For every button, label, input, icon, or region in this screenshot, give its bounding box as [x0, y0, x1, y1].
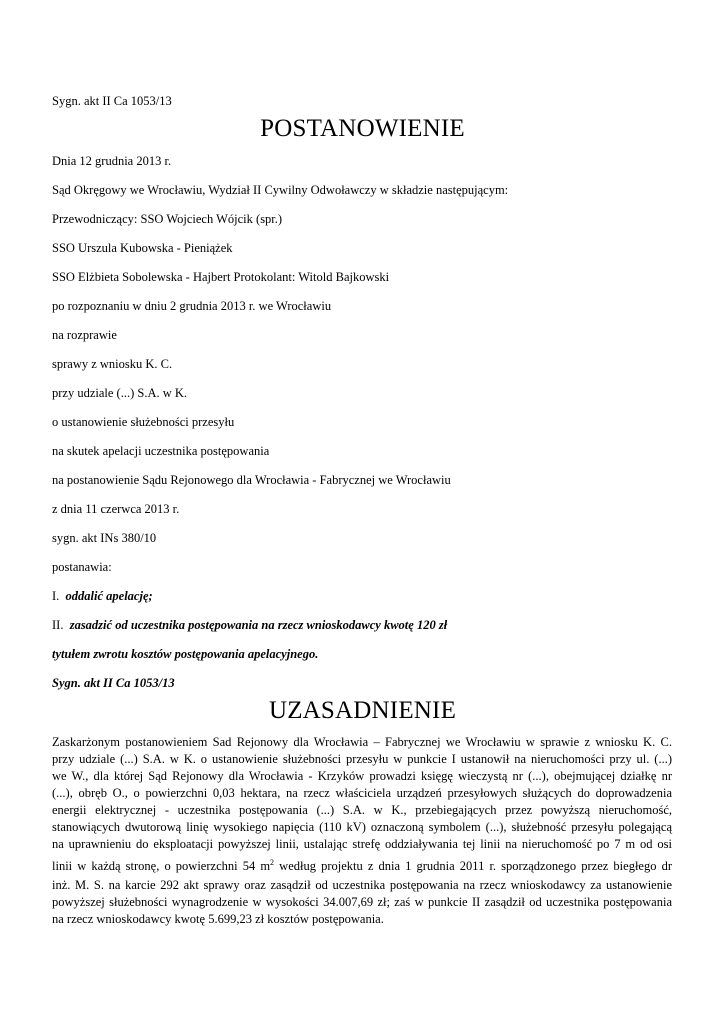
case-signature-bold: Sygn. akt II Ca 1053/13	[52, 676, 175, 690]
appeal-line: na skutek apelacji uczestnika postępowania	[52, 444, 270, 458]
body-line: powyższej służebności wynagrodzenie w wysokości 34.007,69 zł; zaś w punkcie II zasądził od uczestnika postępowania	[52, 895, 672, 909]
ruling-point-2-continuation: tytułem zwrotu kosztów postępowania apelacyjnego.	[52, 647, 319, 661]
body-line: stanowiących dwutorową linię wysokiego napięcia (110 kV) oznaczoną symbolem (...), służebność przesyłu polegającą	[52, 820, 672, 834]
body-line: (...), obręb O., o powierzchni 0,03 hektara, na rzecz właściciela urządzeń przesyłowych służących do doprowadzenia	[52, 786, 672, 800]
body-line	[52, 853, 672, 877]
hearing-date-line: po rozpoznaniu w dniu 2 grudnia 2013 r. we Wrocławiu	[52, 299, 332, 313]
ruling-point-2-text: zasadzić od uczestnika postępowania na rzecz wnioskodawcy kwotę 120 zł	[69, 618, 448, 632]
body-line: przy udziale (...) S.A. w K. o ustanowienie służebności przesyłu w punkcie I ustanowił na nieruchomości przy ul. (...)	[52, 752, 672, 766]
document-title: POSTANOWIENIE	[260, 115, 465, 142]
body-line: Zaskarżonym postanowieniem Sad Rejonowy dla Wrocławia – Fabrycznej we Wrocławiu w sprawie z wniosku K. C.	[52, 735, 672, 749]
judge-line: SSO Urszula Kubowska - Pieniążek	[52, 241, 233, 255]
participant-line: przy udziale (...) S.A. w K.	[52, 386, 188, 400]
body-line-text: według projektu z dnia 1 grudnia 2011 r. sporządzonego przez biegłego dr	[274, 859, 672, 873]
body-line: energii elektrycznej - uczestnika postępowania (...) S.A. w K., przebiegających przez powyższą nieruchomość,	[52, 803, 672, 817]
ruling-point-1-number: I.	[52, 589, 60, 603]
body-line: na rzecz wnioskodawcy kwotę 5.699,23 zł kosztów postępowania.	[52, 912, 384, 926]
subject-line: o ustanowienie służebności przesyłu	[52, 415, 235, 429]
lower-court-date-line: z dnia 11 czerwca 2013 r.	[52, 502, 180, 516]
ruling-point-1-text: oddalić apelację;	[65, 589, 153, 603]
hearing-line: na rozprawie	[52, 328, 117, 342]
presiding-judge-line: Przewodniczący: SSO Wojciech Wójcik (spr.)	[52, 212, 283, 226]
lower-court-line: na postanowienie Sądu Rejonowego dla Wrocławia - Fabrycznej we Wrocławiu	[52, 473, 451, 487]
body-line: na uprawnieniu do eksploatacji powyższej linii, ustalając strefę oddziaływania tej linii na nieruchomość po 7 m od osi	[52, 837, 672, 851]
date-line: Dnia 12 grudnia 2013 r.	[52, 154, 172, 168]
body-line: we W., dla której Sąd Rejonowy dla Wrocławia - Krzyków prowadzi księgę wieczystą nr (...), obejmującej działkę nr	[52, 769, 672, 783]
case-applicant-line: sprawy z wniosku K. C.	[52, 357, 173, 371]
body-line: inż. M. S. na karcie 292 akt sprawy oraz zasądził od uczestnika postępowania na rzecz wnioskodawcy za ustanowienie	[52, 878, 672, 892]
ruling-point-1	[52, 588, 153, 604]
court-line: Sąd Okręgowy we Wrocławiu, Wydział II Cywilny Odwoławczy w składzie następującym:	[52, 183, 509, 197]
case-signature-top: Sygn. akt II Ca 1053/13	[52, 94, 172, 108]
ruling-point-2-number: II.	[52, 618, 64, 632]
body-line-text: linii w każdą stronę, o powierzchni 54 m	[52, 859, 271, 873]
superscript: 2	[270, 858, 275, 867]
decides-line: postanawia:	[52, 560, 112, 574]
justification-body	[52, 734, 672, 928]
lower-court-signature-line: sygn. akt INs 380/10	[52, 531, 157, 545]
justification-title: UZASADNIENIE	[268, 697, 457, 724]
ruling-point-2	[52, 617, 447, 633]
judge-protocolist-line: SSO Elżbieta Sobolewska - Hajbert Protokolant: Witold Bajkowski	[52, 270, 390, 284]
